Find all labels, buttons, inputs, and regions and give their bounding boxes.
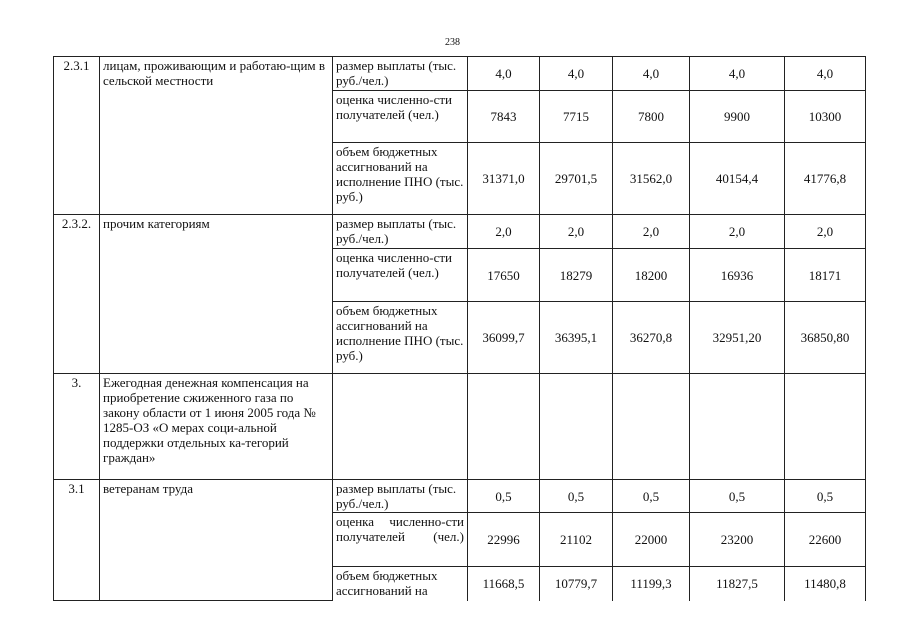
value-cell: 11199,3 [613, 567, 690, 601]
value-cell: 36850,80 [785, 302, 866, 374]
value-cell: 2,0 [785, 215, 866, 249]
value-cell: 18171 [785, 249, 866, 302]
value-cell: 2,0 [690, 215, 785, 249]
value-cell: 0,5 [785, 480, 866, 513]
value-cell: 10300 [785, 91, 866, 143]
value-cell: 18200 [613, 249, 690, 302]
value-cell: 36099,7 [468, 302, 540, 374]
row-category: Ежегодная денежная компенсация на приобретение сжиженного газа по закону области от 1 июня 2005 года № 1285-ОЗ «О мерах соци-альной поддержки отдельных ка-тегорий граждан» [100, 374, 333, 480]
value-cell: 31371,0 [468, 143, 540, 215]
row-code: 2.3.2. [54, 215, 100, 374]
empty-cell [540, 374, 613, 480]
budget-table [53, 56, 866, 601]
value-cell: 0,5 [690, 480, 785, 513]
value-cell: 40154,4 [690, 143, 785, 215]
metric-label: размер выплаты (тыс. руб./чел.) [333, 57, 468, 91]
value-cell: 4,0 [540, 57, 613, 91]
value-cell: 0,5 [613, 480, 690, 513]
empty-cell [333, 374, 468, 480]
row-code: 3. [54, 374, 100, 480]
page-number: 238 [445, 37, 460, 48]
value-cell: 2,0 [613, 215, 690, 249]
value-cell: 4,0 [613, 57, 690, 91]
value-cell: 31562,0 [613, 143, 690, 215]
table-row [54, 215, 866, 249]
empty-cell [613, 374, 690, 480]
row-code: 3.1 [54, 480, 100, 601]
value-cell: 17650 [468, 249, 540, 302]
value-cell: 11480,8 [785, 567, 866, 601]
value-cell: 0,5 [540, 480, 613, 513]
value-cell: 11827,5 [690, 567, 785, 601]
value-cell: 29701,5 [540, 143, 613, 215]
value-cell: 4,0 [690, 57, 785, 91]
value-cell: 4,0 [785, 57, 866, 91]
metric-label: объем бюджетных ассигнований на исполнение ПНО (тыс. руб.) [333, 143, 468, 215]
value-cell: 36395,1 [540, 302, 613, 374]
value-cell: 4,0 [468, 57, 540, 91]
value-cell: 7800 [613, 91, 690, 143]
value-cell: 22996 [468, 513, 540, 567]
empty-cell [785, 374, 866, 480]
value-cell: 11668,5 [468, 567, 540, 601]
metric-label: оценка численно-сти получателей (чел.) [333, 513, 468, 567]
metric-label: оценка численно-сти получателей (чел.) [333, 91, 468, 143]
value-cell: 7715 [540, 91, 613, 143]
value-cell: 21102 [540, 513, 613, 567]
value-cell: 23200 [690, 513, 785, 567]
value-cell: 2,0 [540, 215, 613, 249]
metric-label: размер выплаты (тыс. руб./чел.) [333, 480, 468, 513]
value-cell: 9900 [690, 91, 785, 143]
value-cell: 2,0 [468, 215, 540, 249]
row-category: прочим категориям [100, 215, 333, 374]
table-row [54, 480, 866, 513]
metric-label: объем бюджетных ассигнований на исполнение ПНО (тыс. руб.) [333, 302, 468, 374]
value-cell: 22000 [613, 513, 690, 567]
value-cell: 36270,8 [613, 302, 690, 374]
row-category: лицам, проживающим и работаю-щим в сельской местности [100, 57, 333, 215]
value-cell: 16936 [690, 249, 785, 302]
value-cell: 0,5 [468, 480, 540, 513]
metric-label: размер выплаты (тыс. руб./чел.) [333, 215, 468, 249]
metric-label: оценка численно-сти получателей (чел.) [333, 249, 468, 302]
row-code: 2.3.1 [54, 57, 100, 215]
value-cell: 22600 [785, 513, 866, 567]
value-cell: 7843 [468, 91, 540, 143]
empty-cell [468, 374, 540, 480]
row-category: ветеранам труда [100, 480, 333, 601]
empty-cell [690, 374, 785, 480]
value-cell: 41776,8 [785, 143, 866, 215]
value-cell: 18279 [540, 249, 613, 302]
value-cell: 32951,20 [690, 302, 785, 374]
metric-label: объем бюджетных ассигнований на [333, 567, 468, 601]
table-row [54, 57, 866, 91]
value-cell: 10779,7 [540, 567, 613, 601]
table-row [54, 374, 866, 480]
